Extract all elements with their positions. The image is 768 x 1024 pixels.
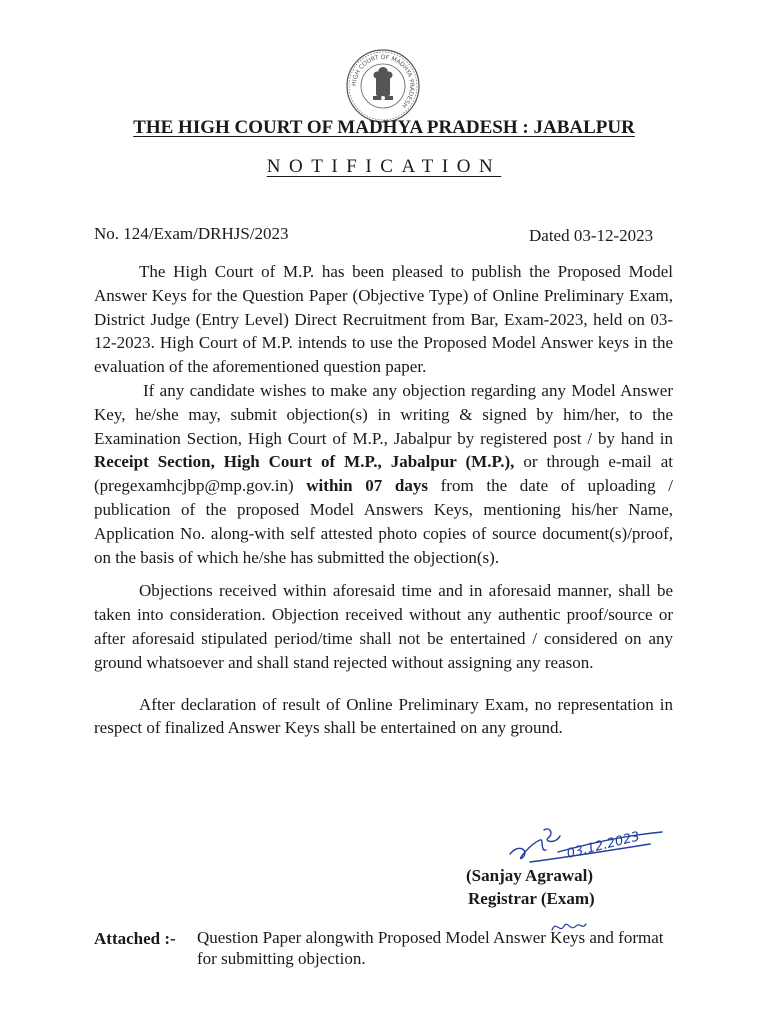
paragraph-finality: After declaration of result of Online Preliminary Exam, no representation in respect of finalized Answer Keys shall be entertained on any ground. — [94, 694, 673, 738]
attached-label: Attached :- — [94, 929, 176, 948]
receipt-section-text: Receipt Section, High Court of M.P., Jabalpur (M.P.), — [94, 452, 515, 472]
paragraph-objection: If any candidate wishes to make any objection regarding any Model Answer Key, he/she may, submit objection(s) in writing & signed by him/her, to the Examination Section, High Court of M.P., Jabalpur by registered post / by hand in Receipt Section, High Court of M.P., Jabalpur (M.P.), or through e-mail at (pregexamhcjbp@mp.gov.in) within 07 days from the date of uploading / publication of the proposed Model Answers Keys, mentioning his/her Name, Application No. along-with self attested photo copies of source document(s)/proof, on the basis of which he/she has submitted the objection(s). — [94, 380, 673, 567]
paragraph-publish: The High Court of M.P. has been pleased to publish the Proposed Model Answer Keys for the Question Paper (Objective Type) of Online Preliminary Exam, District Judge (Entry Level) Direct Recruitment from Bar, Exam-2023, held on 03-12-2023. High Court of M.P. intends to use the Proposed Model Answer keys in the evaluation of the aforementioned question paper. — [94, 262, 673, 377]
paragraph-consideration: Objections received within aforesaid time and in aforesaid manner, shall be taken into consideration. Objection received without any authentic proof/source or after aforesaid stipulated period/time shall not be entertained / considered on any ground whatsoever and shall stand rejected without assigning any reason. — [94, 581, 673, 672]
deadline-text: within 07 days — [306, 476, 428, 496]
court-title: THE HIGH COURT OF MADHYA PRADESH : JABALPUR — [133, 117, 635, 138]
high-court-seal — [345, 48, 421, 124]
signatory-designation: Registrar (Exam) — [468, 889, 595, 908]
handwritten-signature — [500, 822, 670, 870]
svg-text:HIGH COURT OF MADHYA PRADESH: HIGH COURT OF MADHYA PRADESH — [350, 53, 416, 109]
notification-number: No. 124/Exam/DRHJS/2023 — [94, 224, 289, 243]
notification-body — [94, 260, 673, 740]
svg-text:03.12.2023: 03.12.2023 — [565, 829, 642, 862]
notification-title: NOTIFICATION — [266, 156, 502, 177]
attached-text: Question Paper alongwith Proposed Model Answer Keys and format for submitting objection. — [197, 928, 664, 968]
signatory-name: (Sanjay Agrawal) — [466, 866, 594, 885]
notification-date: Dated 03-12-2023 — [529, 226, 654, 245]
